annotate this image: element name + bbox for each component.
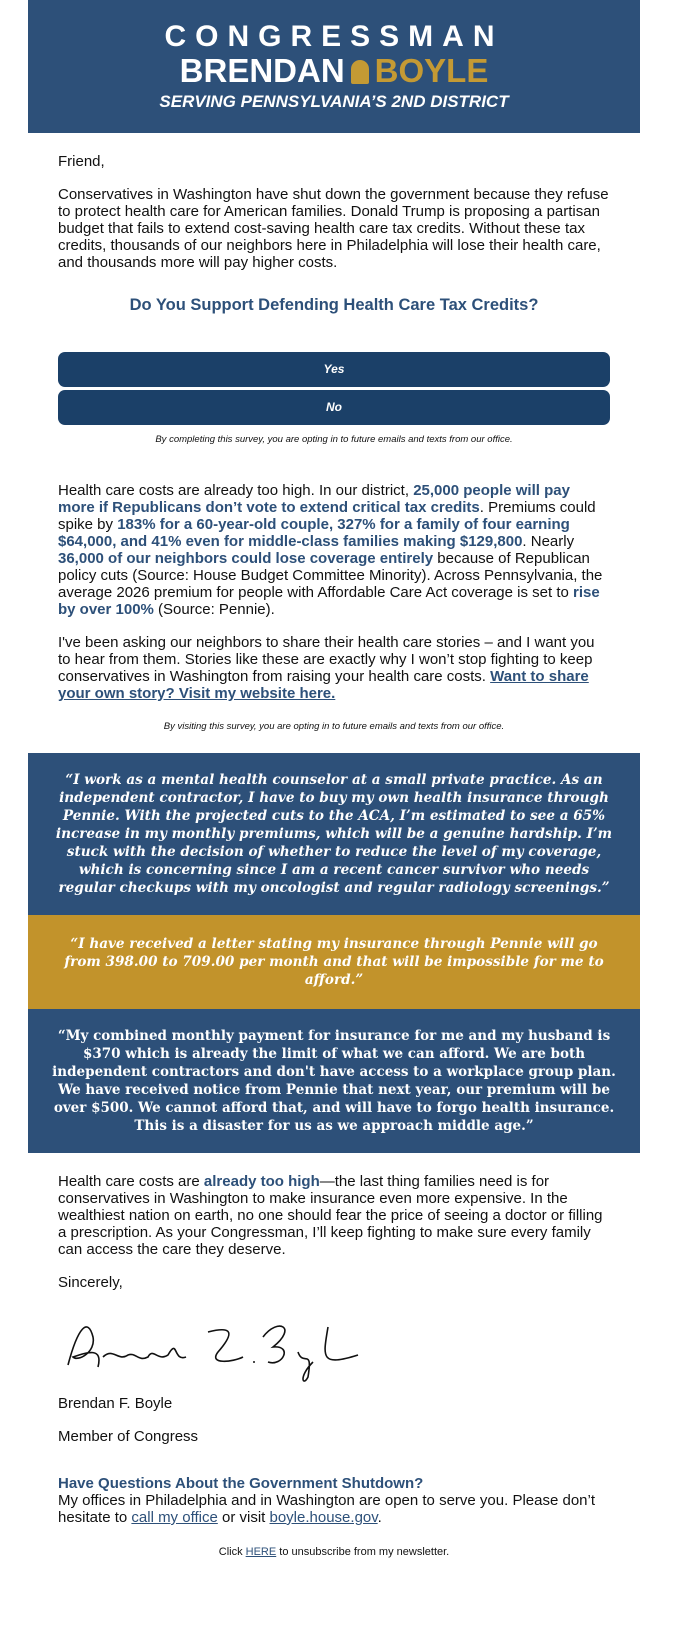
text: . Premiums could spike by	[58, 499, 596, 533]
testimonial-quote: “My combined monthly payment for insurance for me and my husband is $370 which is already the limit of what we can afford. We are both independent contractors and don't have access to a workplace group plan. We have received notice from Pennie that next year, our premium will be over $500. We cannot afford that, and will have to forgo health insurance. This is a disaster for us as we approach middle age.”	[28, 1009, 640, 1153]
text: Health care costs are already too high. In our district,	[58, 482, 414, 499]
text: My offices in Philadelphia and in Washington are open to serve you. Please don’t hesitate to	[58, 1492, 595, 1526]
text: . Nearly	[522, 533, 575, 550]
highlight: 25,000 people will pay more if Republicans don’t vote to extend critical tax credits	[58, 482, 570, 516]
shutdown-heading: Have Questions About the Government Shutdown?	[58, 1475, 424, 1492]
highlight: already too high	[203, 1173, 320, 1190]
call-office-link[interactable]: call my office	[131, 1509, 218, 1526]
visit-disclaimer: By visiting this survey, you are opting in to future emails and texts from our office.	[163, 721, 505, 732]
yes-button[interactable]: Yes	[58, 352, 610, 387]
header-first-name: BRENDAN	[179, 52, 345, 89]
text: to unsubscribe from my newsletter.	[276, 1546, 450, 1558]
no-button[interactable]: No	[58, 390, 610, 425]
header-tagline: SERVING PENNSYLVANIA’S 2ND DISTRICT	[159, 92, 509, 111]
text: (Source: Pennie).	[153, 601, 275, 618]
header-last-name: BOYLE	[374, 52, 489, 89]
text: Click	[218, 1546, 246, 1558]
unsubscribe-footer	[58, 1544, 610, 1561]
testimonial-quote: “I work as a mental health counselor at a small private practice. As an independent contractor, I have to buy my own health insurance through Pennie. With the projected cuts to the ACA, I’m estimated to see a 65% increase in my monthly premiums, which will be a genuine hardship. I’m stuck with the decision of whether to reduce the level of my coverage, which is concerning since I am a recent cancer survivor who needs regular checkups with my oncologist and regular radiology screenings.”	[28, 753, 640, 915]
highlight: 36,000 of our neighbors could lose coverage entirely	[58, 550, 434, 567]
header-name	[28, 54, 640, 88]
highlight: rise by over 100%	[58, 584, 600, 618]
closing-paragraph	[58, 1173, 610, 1258]
survey-question: Do You Support Defending Health Care Tax Credits?	[129, 296, 539, 314]
text: Health care costs are	[58, 1173, 204, 1190]
share-story-link[interactable]: Want to share your own story? Visit my website here.	[58, 668, 589, 702]
signature-image	[58, 1307, 610, 1387]
survey-disclaimer: By completing this survey, you are opting in to future emails and texts from our office.	[155, 434, 513, 445]
unsubscribe-link[interactable]: HERE	[245, 1546, 277, 1558]
shutdown-text	[58, 1492, 610, 1526]
signer-title: Member of Congress	[58, 1428, 199, 1445]
highlight: 183% for a 60-year-old couple, 327% for a family of four earning $64,000, and 41% even for middle-class families making $129,800	[58, 516, 570, 550]
email	[28, 0, 640, 1561]
text: —the last thing families need is for conservatives in Washington to make insurance even more expensive. In the wealthiest nation on earth, no one should fear the price of seeing a doctor or filling a prescription. As your Congressman, I’ll keep fighting to make sure every family can access the care they deserve.	[58, 1173, 603, 1258]
stats-paragraph	[58, 482, 610, 618]
website-link[interactable]: boyle.house.gov	[269, 1509, 378, 1526]
signoff: Sincerely,	[58, 1274, 123, 1291]
text: because of Republican policy cuts (Source: House Budget Committee Minority). Across Pennsylvania, the average 2026 premium for people with Affordable Care Act coverage is set to	[58, 550, 603, 601]
testimonial-quote: “I have received a letter stating my insurance through Pennie will go from 398.00 to 709.00 per month and that will be impossible for me to afford.”	[28, 915, 640, 1009]
stories-paragraph	[58, 634, 610, 702]
header-congressman: CONGRESSMAN	[164, 20, 504, 53]
text: or visit	[217, 1509, 270, 1526]
header-banner	[28, 0, 640, 133]
greeting: Friend,	[58, 153, 105, 170]
intro-paragraph: Conservatives in Washington have shut down the government because they refuse to protect health care for American families. Donald Trump is proposing a partisan budget that fails to extend cost-saving health care tax credits. Without these tax credits, thousands of our neighbors here in Philadelphia will lose their health care, and thousands more will pay higher costs.	[58, 186, 609, 271]
text: I've been asking our neighbors to share their health care stories – and I want you to hear from them. Stories like these are exactly why I won’t stop fighting to keep conservatives in Washington from raising your health care costs.	[58, 634, 595, 685]
signer-name: Brendan F. Boyle	[58, 1395, 173, 1412]
text: .	[377, 1509, 382, 1526]
liberty-bell-icon	[351, 60, 369, 84]
